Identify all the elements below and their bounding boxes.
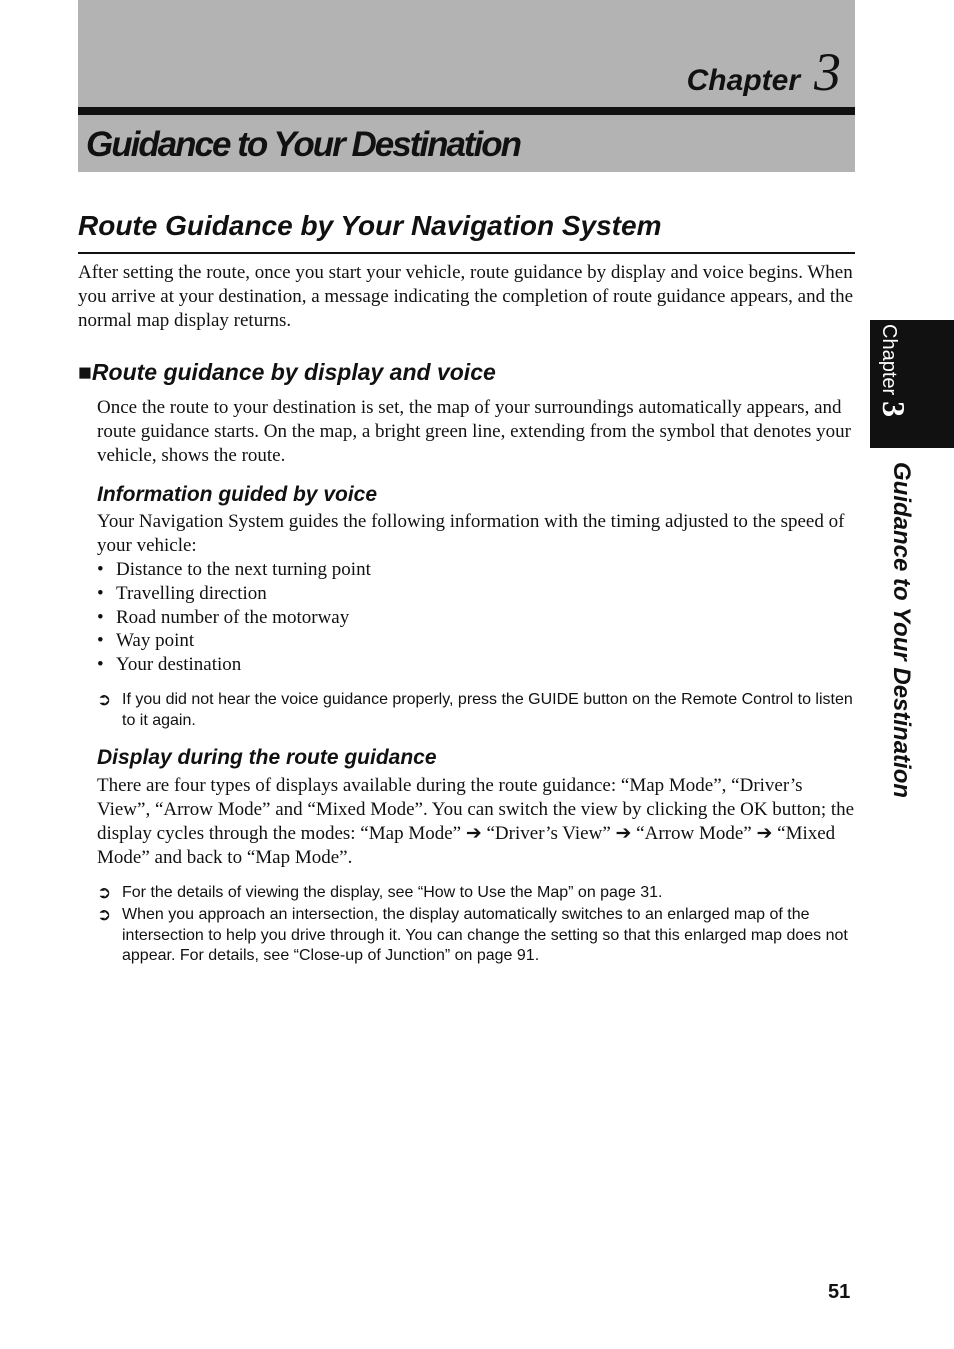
voice-info-title: Information guided by voice: [97, 483, 378, 506]
list-item-text: Way point: [116, 630, 195, 652]
bullet-icon: •: [97, 654, 104, 676]
list-item: [97, 606, 371, 630]
voice-note: [97, 690, 857, 731]
subsection-paragraph: Once the route to your destination is set, the map of your surroundings automatically appears, and route guidance starts. On the map, a bright green line, extending from the symbol that denotes your vehicle, shows the route.: [97, 397, 851, 466]
chapter-label: [686, 42, 841, 102]
display-info-paragraph: There are four types of displays available during the route guidance: “Map Mode”, “Driver’s View”, “Arrow Mode” and “Mixed Mode”. You can switch the view by clicking the OK button; the display cycles through the modes: “Map Mode” ➔ “Driver’s View” ➔ “Arrow Mode” ➔ “Mixed Mode” and back to “Map Mode”.: [97, 775, 855, 868]
section-intro: After setting the route, once you start your vehicle, route guidance by display and voice begins. When you arrive at your destination, a message indicating the completion of route guidance appears, and the normal map display returns.: [78, 262, 854, 331]
section-title: Route Guidance by Your Navigation System: [78, 210, 662, 241]
side-chapter-number: 3: [876, 401, 912, 418]
voice-info-list: [97, 558, 371, 677]
subsection-title: [78, 359, 496, 386]
display-note-text: When you approach an intersection, the display automatically switches to an enlarged map of the intersection to help you drive through it. You can change the setting so that this enlarged map does not appear. For details, see “Close-up of Junction” on page 91.: [122, 906, 848, 964]
note-arrow-icon: ➲: [97, 690, 112, 709]
list-item: [97, 629, 371, 653]
display-note-text: For the details of viewing the display, see “How to Use the Map” on page 31.: [122, 884, 663, 901]
subsection-title-text: Route guidance by display and voice: [91, 359, 496, 385]
voice-info-paragraph: Your Navigation System guides the following information with the timing adjusted to the speed of your vehicle:: [97, 511, 845, 556]
voice-note-text: If you did not hear the voice guidance properly, press the GUIDE button on the Remote Control to listen to it again.: [122, 691, 853, 729]
bullet-icon: •: [97, 630, 104, 652]
display-note: [97, 883, 857, 904]
side-tab-label: [875, 324, 912, 417]
list-item-text: Travelling direction: [116, 582, 267, 604]
chapter-header-band: [78, 0, 855, 107]
chapter-number: 3: [814, 42, 841, 102]
chapter-word: Chapter: [686, 64, 800, 97]
page-title: Guidance to Your Destination: [86, 125, 521, 164]
note-arrow-icon: ➲: [97, 883, 112, 902]
side-chapter-title: Guidance to Your Destination: [888, 462, 915, 799]
bullet-icon: •: [97, 582, 104, 604]
list-item: [97, 558, 371, 582]
side-chapter-word: Chapter: [878, 324, 900, 396]
chapter-side-tab: [870, 320, 954, 448]
list-item-text: Road number of the motorway: [116, 606, 350, 628]
page-number: 51: [828, 1281, 851, 1303]
display-note: [97, 905, 857, 967]
bullet-icon: •: [97, 606, 104, 628]
note-arrow-icon: ➲: [97, 905, 112, 924]
list-item: [97, 653, 371, 677]
list-item-text: Your destination: [116, 654, 242, 676]
section-underline: [78, 252, 855, 254]
list-item-text: Distance to the next turning point: [116, 559, 371, 580]
header-divider: [78, 107, 855, 115]
square-bullet-icon: ■: [78, 359, 92, 385]
display-info-title: Display during the route guidance: [97, 746, 437, 769]
title-band: [78, 115, 855, 172]
bullet-icon: •: [97, 559, 104, 580]
list-item: [97, 582, 371, 606]
